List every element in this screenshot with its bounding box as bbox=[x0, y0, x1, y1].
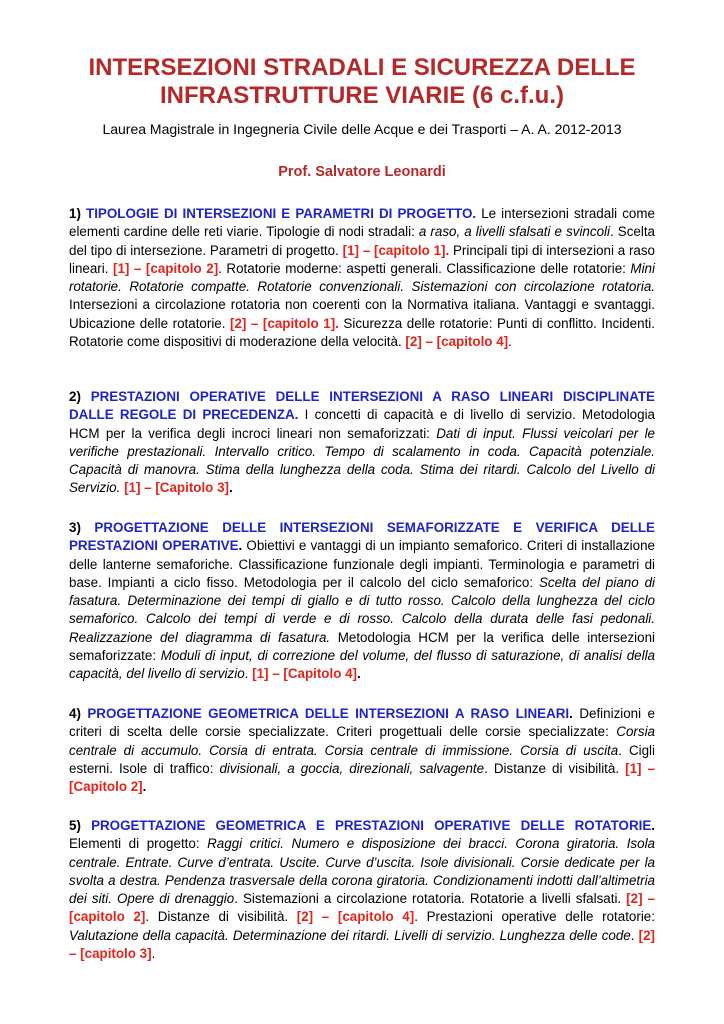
body-text: Intersezioni a circolazione rotatoria non coerenti con la Normativa italiana. Vantaggi e svantaggi. Ubicazione delle rotatorie. bbox=[69, 297, 655, 331]
body-text: Principali tipi di intersezioni a raso lineari. bbox=[69, 242, 655, 276]
body-text: Metodologia HCM per la verifica delle intersezioni semaforizzate: bbox=[69, 629, 655, 663]
reference-link: [2] – [capitolo 4] bbox=[296, 909, 415, 925]
section-heading: PROGETTAZIONE GEOMETRICA DELLE INTERSEZIONI A RASO LINEARI bbox=[87, 706, 570, 721]
bold-text: . bbox=[651, 818, 655, 833]
body-text: . Scelta del tipo di intersezione. Parametri di progetto. bbox=[69, 224, 655, 258]
reference-link: [1] – [Capitolo 4] bbox=[252, 666, 358, 681]
italic-text: Corsia centrale di accumulo. Corsia di entrata. Corsia centrale di immissione. Corsia di uscita bbox=[69, 724, 655, 758]
bold-text: . bbox=[569, 706, 573, 721]
reference-link: [2] – [capitolo 3] bbox=[69, 927, 655, 961]
body-text: . Distanze di visibilità. bbox=[484, 760, 626, 776]
section-heading: PROGETTAZIONE GEOMETRICA E PRESTAZIONI OPERATIVE DELLE ROTATORIE bbox=[91, 818, 652, 833]
italic-text: divisionali, a goccia, direzionali, salvagente bbox=[219, 760, 485, 776]
section-number: 3) bbox=[69, 520, 81, 535]
body-text: Definizioni e criteri di scelta delle corsie specializzate. Criteri progettuali delle corsie specializzate: bbox=[69, 706, 655, 740]
italic-text: Mini rotatorie. Rotatorie compatte. Rotatorie convenzionali. Sistemazioni con circolazione rotatoria. bbox=[69, 260, 655, 294]
body-text: . Distanze di visibilità. bbox=[145, 909, 297, 925]
italic-text: Moduli di input, di correzione del volume, del flusso di saturazione, di analisi della capacità, del livello di servizio bbox=[69, 647, 655, 681]
section-number: 1) bbox=[69, 206, 81, 221]
section-3 bbox=[69, 519, 655, 683]
section-number: 2) bbox=[69, 389, 81, 404]
body-text: Elementi di progetto: bbox=[69, 836, 208, 852]
section-number: 5) bbox=[69, 818, 81, 833]
section-heading: TIPOLOGIE DI INTERSEZIONI E PARAMETRI DI PROGETTO. bbox=[86, 206, 477, 221]
bold-text: . bbox=[142, 779, 147, 794]
section-heading: PROGETTAZIONE DELLE INTERSEZIONI SEMAFORIZZATE E VERIFICA DELLE PRESTAZIONI OPERATIVE bbox=[69, 520, 655, 554]
italic-text: Raggi critici. Numero e disposizione dei bracci. Corona giratoria. Isola centrale. Entrate. Curve d’entrata. Uscite. Curve d’uscita. Isole divisionali. Corsie dedicate per la svolta a destra. Pendenza trasversale della corona giratoria. Condizionamenti indotti dall’altimetria dei siti. Opere di drenaggio bbox=[69, 836, 655, 906]
section-body bbox=[69, 538, 655, 681]
bold-text: . bbox=[357, 666, 361, 681]
section-5 bbox=[69, 817, 655, 963]
body-text: . Rotatorie moderne: aspetti generali. Classificazione delle rotatorie: bbox=[218, 260, 631, 276]
section-body bbox=[69, 206, 655, 349]
section-1 bbox=[69, 205, 655, 351]
body-text: Sicurezza delle rotatorie: Punti di conflitto. Incidenti. Rotatorie come dispositivi di moderazione della velocità. bbox=[69, 315, 655, 349]
professor-name: Prof. Salvatore Leonardi bbox=[278, 164, 446, 180]
document-title: INTERSEZIONI STRADALI E SICUREZZA DELLE INFRASTRUTTURE VIARIE (6 c.f.u.) bbox=[88, 54, 636, 109]
bold-text: . bbox=[229, 480, 233, 496]
bold-text: . bbox=[238, 538, 243, 554]
reference-link: [2] – [capitolo 1]. bbox=[230, 315, 339, 331]
body-text: . Cigli esterni. Isole di traffico: bbox=[69, 742, 655, 776]
body-text: Le intersezioni stradali come elementi cardine delle reti viarie. Tipologie di nodi stradali: bbox=[69, 206, 655, 240]
body-text: . Sistemazioni a circolazione rotatoria. Rotatorie a livelli sfalsati. bbox=[234, 891, 627, 906]
reference-link: [1] – [capitolo 2] bbox=[113, 260, 219, 276]
body-text: . bbox=[151, 945, 156, 961]
reference-link: [2] – [capitolo 2] bbox=[69, 891, 655, 925]
body-text: . bbox=[244, 666, 253, 681]
reference-link: [2] – [capitolo 4] bbox=[405, 333, 509, 349]
section-heading: PRESTAZIONI OPERATIVE DELLE INTERSEZIONI A RASO LINEARI DISCIPLINATE DALLE REGOLE DI PRECEDENZA. bbox=[69, 389, 655, 423]
reference-link: [1] – [capitolo 1]. bbox=[342, 242, 450, 258]
italic-text: a raso, a livelli sfalsati e svincoli bbox=[418, 224, 610, 240]
section-number: 4) bbox=[69, 706, 81, 721]
italic-text: Scelta del piano di fasatura. Determinazione dei tempi di giallo e di tutto rosso. Calcolo della lunghezza del ciclo semaforico. Calcolo dei tempi di verde e di rosso. Calcolo della durata delle fasi pedonali. Realizzazione del diagramma di fasatura. bbox=[69, 574, 655, 645]
section-body bbox=[69, 818, 655, 961]
body-text: . bbox=[630, 927, 639, 943]
section-2 bbox=[69, 388, 655, 498]
course-subtitle: Laurea Magistrale in Ingegneria Civile delle Acque e dei Trasporti – A. A. 2012-2013 bbox=[102, 121, 622, 137]
body-text: . Prestazioni operative delle rotatorie: bbox=[414, 909, 655, 925]
body-text: Obiettivi e vantaggi di un impianto semaforico. Criteri di installazione delle lanterne semaforiche. Classificazione funzionale degli impianti. Terminologia e parametri di base. Impianti a ciclo fisso. Metodologia per il calcolo del ciclo semaforico: bbox=[69, 538, 655, 590]
italic-text: Valutazione della capacità. Determinazione dei ritardi. Livelli di servizio. Lunghezza delle code bbox=[69, 927, 631, 943]
italic-text: Dati di input. Flussi veicolari per le verifiche prestazionali. Intervallo critico. Tempo di scalamento in coda. Capacità potenziale. Capacità di manovra. Stima della lunghezza della coda. Stima dei ritardi. Calcolo del Livello di Servizio. bbox=[69, 425, 655, 496]
body-text: I concetti di capacità e di livello di servizio. Metodologia HCM per la verifica degli incroci lineari non semaforizzati: bbox=[69, 407, 655, 441]
reference-link: [1] – [Capitolo 3] bbox=[124, 480, 229, 496]
section-4 bbox=[69, 705, 655, 796]
body-text: . bbox=[508, 333, 512, 349]
reference-link: [1] – [Capitolo 2] bbox=[69, 760, 655, 794]
